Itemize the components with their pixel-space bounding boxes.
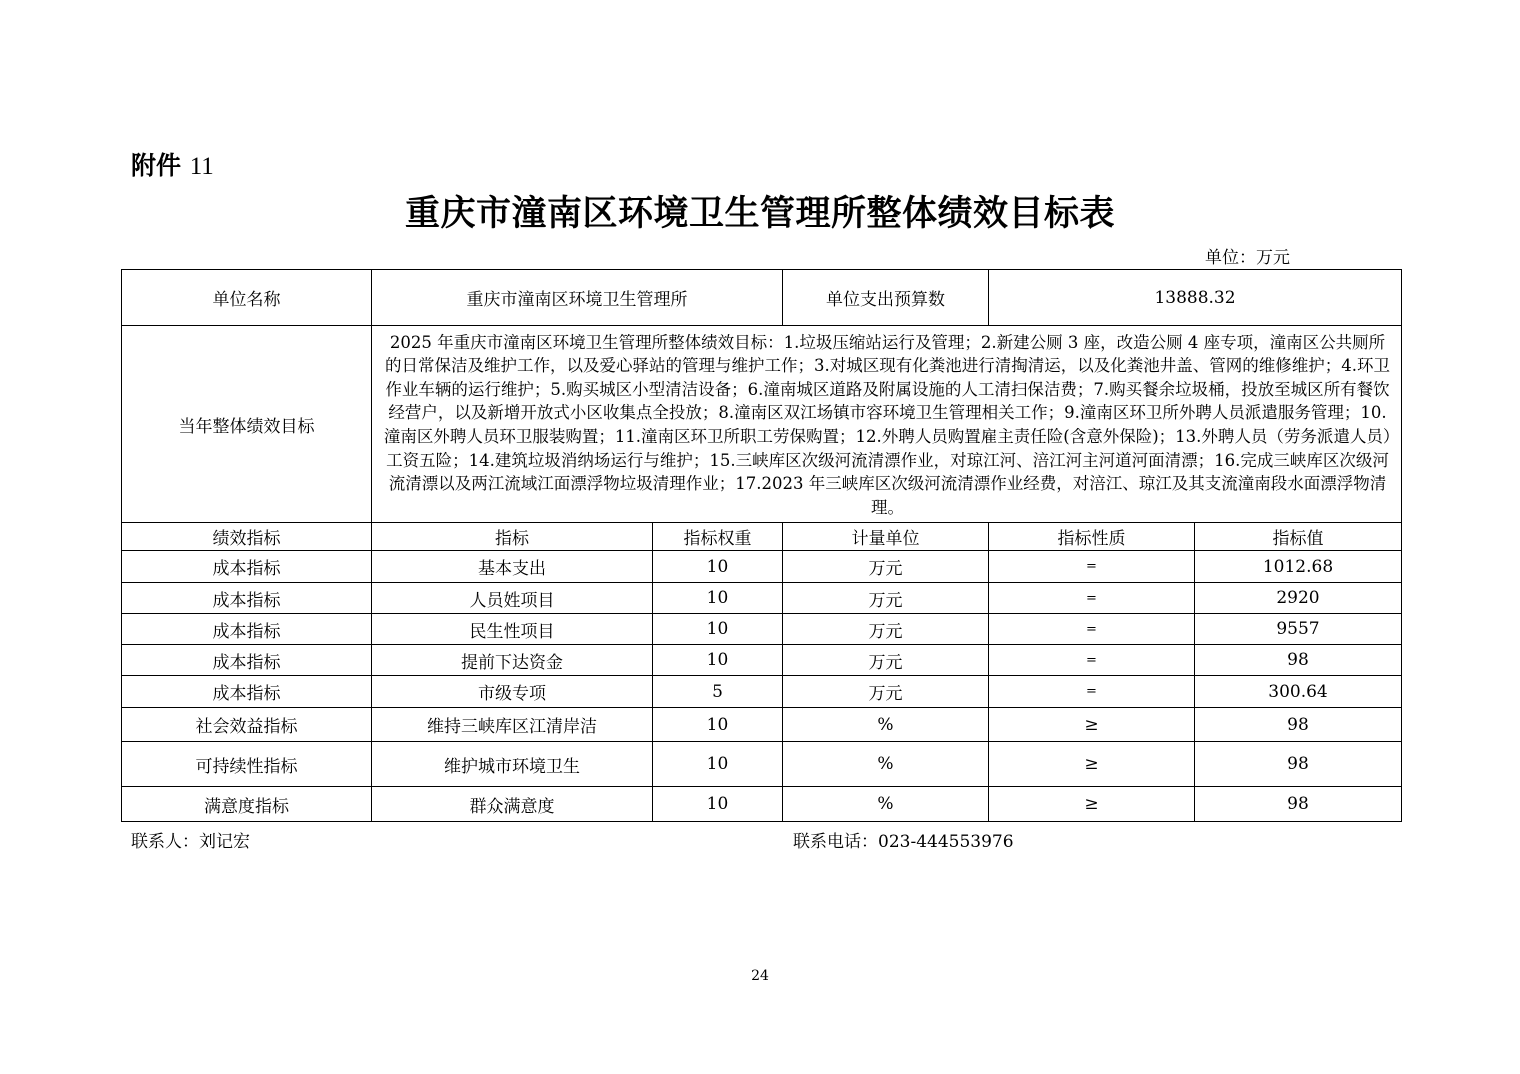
goal-text: 2025 年重庆市潼南区环境卫生管理所整体绩效目标：1.垃圾压缩站运行及管理；2.新建公厕 3 座，改造公厕 4 座专项，潼南区公共厕所的日常保洁及维护工作，以及爱心驿站的管理与维护工作；3.对城区现有化粪池进行清掏清运，以及化粪池井盖、管网的维修维护；4.环卫作业车辆的运行维护；5.购买城区小型清洁设备；6.潼南城区道路及附属设施的人工清扫保洁费；7.购买餐余垃圾桶，投放至城区所有餐饮经营户，以及新增开放式小区收集点全投放；8.潼南区双江场镇市容环境卫生管理相关工作；9.潼南区环卫所外聘人员派遣服务管理；10.潼南区外聘人员环卫服装购置；11.潼南区环卫所职工劳保购置；12.外聘人员购置雇主责任险(含意外保险)；13.外聘人员（劳务派遣人员）工资五险；14.建筑垃圾消纳场运行与维护；15.三峡库区次级河流清漂作业，对琼江河、涪江河主河道河面清漂；16.完成三峡库区次级河流清漂以及两江流域江面漂浮物垃圾清理作业；17.2023 年三峡库区次级河流清漂作业经费，对涪江、琼江及其支流潼南段水面漂浮物清理。 — [372, 326, 1402, 523]
table-cell: 10 — [653, 787, 783, 822]
table-row — [122, 676, 1402, 708]
table-row — [122, 583, 1402, 614]
header-cell: 绩效指标 — [122, 523, 372, 551]
attachment-label — [131, 146, 214, 182]
table-cell: = — [989, 676, 1195, 708]
table-cell: 成本指标 — [122, 645, 372, 676]
header-cell: 指标权重 — [653, 523, 783, 551]
table-row — [122, 551, 1402, 583]
table-cell: 9557 — [1195, 614, 1402, 645]
unit-note: 单位：万元 — [1205, 248, 1290, 268]
table-cell: 1012.68 — [1195, 551, 1402, 583]
table-cell: 10 — [653, 614, 783, 645]
unit-name-label: 单位名称 — [122, 270, 372, 326]
table-cell: = — [989, 583, 1195, 614]
table-cell: ≥ — [989, 708, 1195, 742]
table-row — [122, 645, 1402, 676]
header-cell: 指标 — [372, 523, 653, 551]
table-cell: 10 — [653, 645, 783, 676]
attachment-label-text: 附件 — [131, 151, 182, 180]
table-cell: % — [783, 787, 989, 822]
table-cell: 万元 — [783, 645, 989, 676]
table-cell: 维持三峡库区江清岸洁 — [372, 708, 653, 742]
goal-row — [122, 326, 1402, 523]
header-cell: 指标值 — [1195, 523, 1402, 551]
budget-label: 单位支出预算数 — [783, 270, 989, 326]
page-number: 24 — [751, 968, 769, 984]
table-cell: 市级专项 — [372, 676, 653, 708]
table-cell: 民生性项目 — [372, 614, 653, 645]
table-cell: = — [989, 645, 1195, 676]
table-cell: 提前下达资金 — [372, 645, 653, 676]
table-cell: 98 — [1195, 742, 1402, 787]
table-cell: 300.64 — [1195, 676, 1402, 708]
table-cell: = — [989, 551, 1195, 583]
budget-value: 13888.32 — [989, 270, 1402, 326]
table-cell: 基本支出 — [372, 551, 653, 583]
table-cell: 成本指标 — [122, 583, 372, 614]
goal-label: 当年整体绩效目标 — [122, 326, 372, 523]
table-cell: 10 — [653, 551, 783, 583]
table-cell: 万元 — [783, 551, 989, 583]
table-cell: 满意度指标 — [122, 787, 372, 822]
table-cell: 万元 — [783, 676, 989, 708]
contact-person: 联系人：刘记宏 — [131, 832, 250, 852]
table-cell: % — [783, 742, 989, 787]
table-cell: 成本指标 — [122, 551, 372, 583]
table-cell: 维护城市环境卫生 — [372, 742, 653, 787]
performance-table — [121, 269, 1402, 822]
table-cell: 5 — [653, 676, 783, 708]
contact-phone: 联系电话：023-444553976 — [793, 832, 1014, 852]
table-cell: 98 — [1195, 645, 1402, 676]
table-cell: 社会效益指标 — [122, 708, 372, 742]
table-cell: 98 — [1195, 708, 1402, 742]
table-cell: 成本指标 — [122, 614, 372, 645]
table-cell: 可持续性指标 — [122, 742, 372, 787]
attachment-number: 11 — [189, 153, 214, 180]
table-cell: 成本指标 — [122, 676, 372, 708]
info-row — [122, 270, 1402, 326]
header-row — [122, 523, 1402, 551]
table-cell: % — [783, 708, 989, 742]
table-cell: 人员姓项目 — [372, 583, 653, 614]
table-row — [122, 614, 1402, 645]
table-cell: 10 — [653, 583, 783, 614]
table-cell: 10 — [653, 742, 783, 787]
unit-name-value: 重庆市潼南区环境卫生管理所 — [372, 270, 783, 326]
table-cell: 万元 — [783, 614, 989, 645]
table-cell: ≥ — [989, 787, 1195, 822]
table-row — [122, 787, 1402, 822]
table-cell: 万元 — [783, 583, 989, 614]
table-cell: = — [989, 614, 1195, 645]
table-cell: 98 — [1195, 787, 1402, 822]
table-cell: ≥ — [989, 742, 1195, 787]
table-cell: 群众满意度 — [372, 787, 653, 822]
page-title: 重庆市潼南区环境卫生管理所整体绩效目标表 — [404, 193, 1115, 234]
table-row — [122, 708, 1402, 742]
table-cell: 10 — [653, 708, 783, 742]
header-cell: 指标性质 — [989, 523, 1195, 551]
table-cell: 2920 — [1195, 583, 1402, 614]
header-cell: 计量单位 — [783, 523, 989, 551]
table-row — [122, 742, 1402, 787]
